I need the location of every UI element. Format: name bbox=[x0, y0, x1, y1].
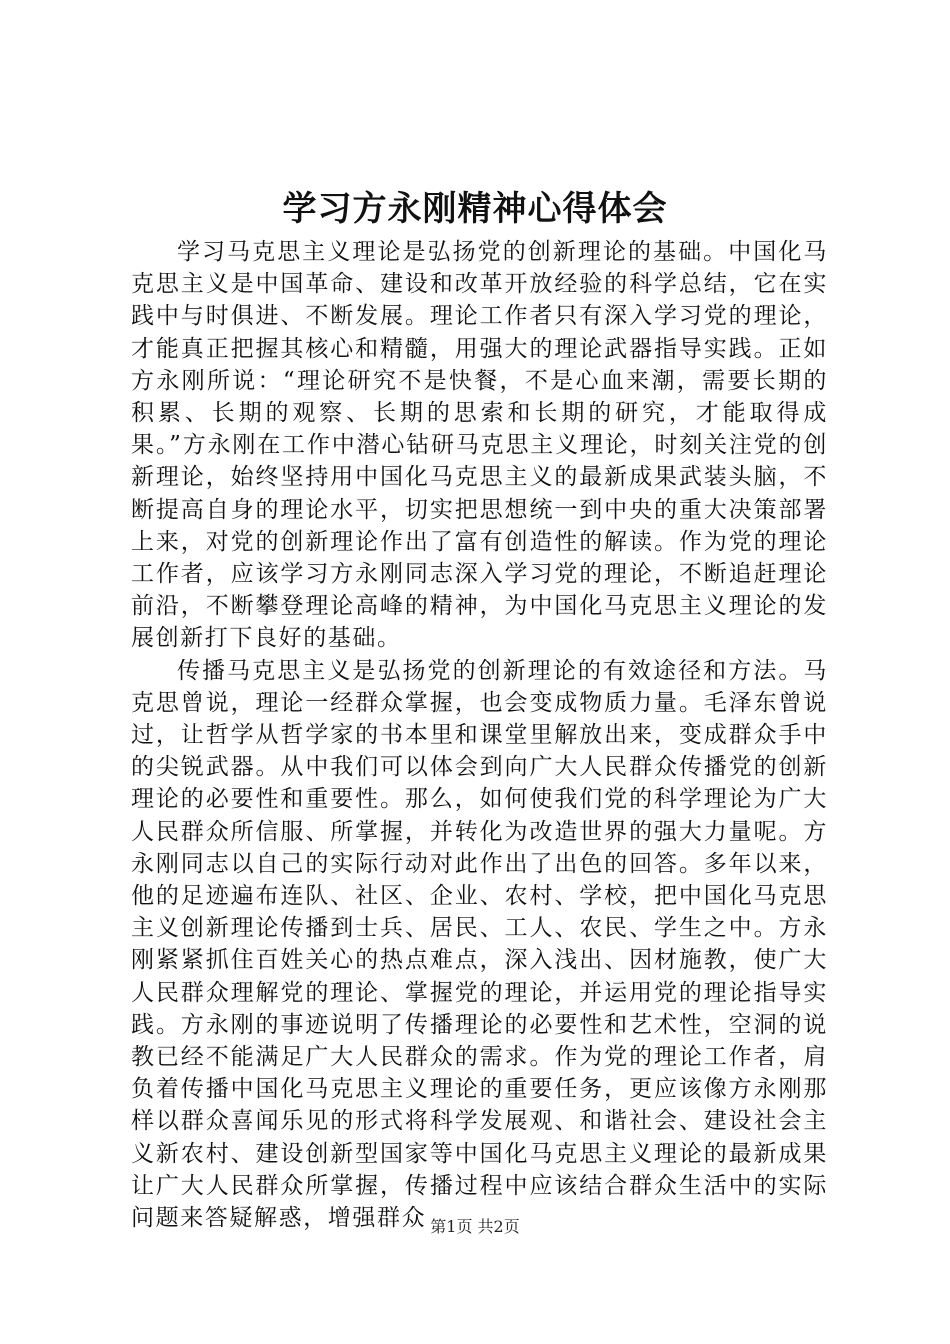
document-body bbox=[131, 236, 828, 1234]
document-title: 学习方永刚精神心得体会 bbox=[282, 189, 668, 229]
paragraph-2: 传播马克思主义是弘扬党的创新理论的有效途径和方法。马克思曾说，理论一经群众掌握，也会变成物质力量。毛泽东曾说过，让哲学从哲学家的书本里和课堂里解放出来，变成群众手中的尖锐武器。从中我们可以体会到向广大人民群众传播党的创新理论的必要性和重要性。那么，如何使我们党的科学理论为广大人民群众所信服、所掌握，并转化为改造世界的强大力量呢。方永刚同志以自己的实际行动对此作出了出色的回答。多年以来，他的足迹遍布连队、社区、企业、农村、学校，把中国化马克思主义创新理论传播到士兵、居民、工人、农民、学生之中。方永刚紧紧抓住百姓关心的热点难点，深入浅出、因材施教，使广大人民群众理解党的理论、掌握党的理论，并运用党的理论指导实践。方永刚的事迹说明了传播理论的必要性和艺术性，空洞的说教已经不能满足广大人民群众的需求。作为党的理论工作者，肩负着传播中国化马克思主义理论的重要任务，更应该像方永刚那样以群众喜闻乐见的形式将科学发展观、和谐社会、建设社会主义新农村、建设创新型国家等中国化马克思主义理论的最新成果让广大人民群众所掌握，传播过程中应该结合群众生活中的实际问题来答疑解惑，增强群众 bbox=[131, 657, 828, 1232]
page-number-footer: 第1页 共2页 bbox=[430, 1217, 520, 1236]
paragraph-1: 学习马克思主义理论是弘扬党的创新理论的基础。中国化马克思主义是中国革命、建设和改革开放经验的科学总结，它在实践中与时俱进、不断发展。理论工作者只有深入学习党的理论，才能真正把握其核心和精髓，用强大的理论武器指导实践。正如方永刚所说：“理论研究不是快餐，不是心血来潮，需要长期的积累、长期的观察、长期的思索和长期的研究，才能取得成果。”方永刚在工作中潜心钻研马克思主义理论，时刻关注党的创新理论，始终坚持用中国化马克思主义的最新成果武装头脑，不断提高自身的理论水平，切实把思想统一到中央的重大决策部署上来，对党的创新理论作出了富有创造性的解读。作为党的理论工作者，应该学习方永刚同志深入学习党的理论，不断追赶理论前沿，不断攀登理论高峰的精神，为中国化马克思主义理论的发展创新打下良好的基础。 bbox=[131, 239, 828, 652]
